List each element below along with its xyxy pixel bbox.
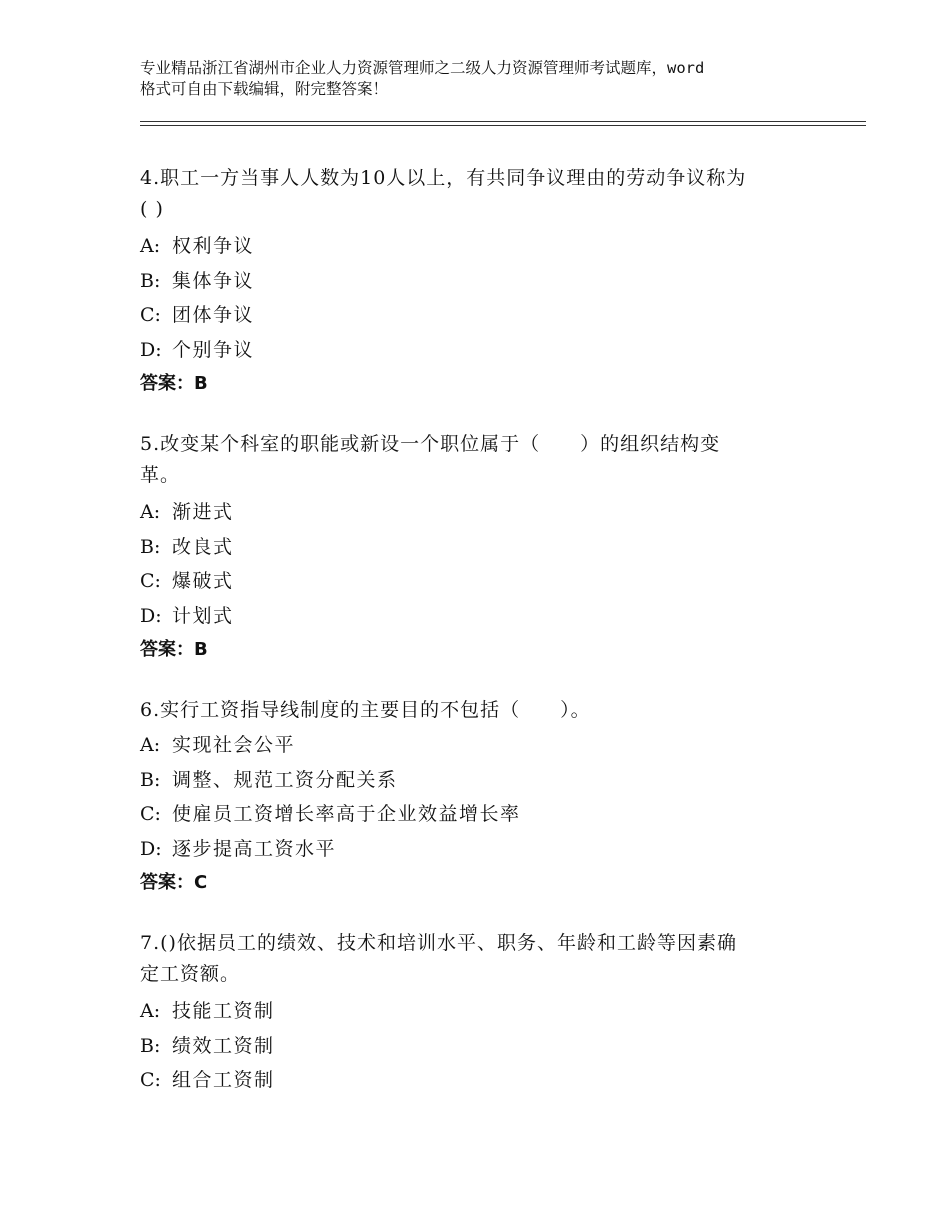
option-letter: A: [140,1000,161,1022]
option-text: 计划式 [172,604,234,627]
question-5 [140,429,820,667]
answer-line: 答案：C [140,872,208,893]
question-stem: 7.()依据员工的绩效、技术和培训水平、职务、年龄和工龄等因素确 [140,932,737,954]
option-a [140,229,820,264]
option-d [140,599,820,634]
question-stem: 6.实行工资指导线制度的主要目的不包括（ ）。 [140,699,591,721]
option-text: 绩效工资制 [172,1034,275,1057]
option-text: 权利争议 [172,235,255,257]
option-letter: D: [140,338,162,361]
option-text: 逐步提高工资水平 [172,837,337,860]
option-text: 渐进式 [172,501,234,523]
question-4 [140,163,820,401]
option-letter: C: [140,803,161,825]
option-c [140,564,820,599]
option-letter: A: [140,734,161,756]
option-letter: C: [140,570,161,592]
option-b [140,530,820,565]
option-letter: D: [140,837,162,860]
option-letter: A: [140,235,161,257]
option-b [140,264,820,299]
option-c [140,797,820,832]
option-d [140,832,820,867]
option-letter: B: [140,535,161,558]
question-stem: 4.职工一方当事人人数为10人以上，有共同争议理由的劳动争议称为 [140,167,747,189]
option-a [140,728,820,763]
question-stem: 5.改变某个科室的职能或新设一个职位属于（ ）的组织结构变 [140,433,721,455]
option-text: 组合工资制 [172,1069,275,1091]
option-b [140,1029,820,1064]
option-text: 爆破式 [172,570,234,592]
option-text: 调整、规范工资分配关系 [172,768,398,791]
option-letter: B: [140,768,161,791]
header-double-rule [140,121,866,126]
option-letter: C: [140,304,161,326]
option-text: 改良式 [172,535,234,558]
option-letter: A: [140,501,161,523]
question-7 [140,928,820,1098]
document-header [140,58,840,100]
header-line-2: 格式可自由下载编辑，附完整答案！ [140,80,389,98]
answer-line: 答案：B [140,373,208,394]
option-text: 使雇员工资增长率高于企业效益增长率 [172,803,521,825]
option-d [140,333,820,368]
option-c [140,298,820,333]
option-text: 个别争议 [172,338,255,361]
option-b [140,763,820,798]
question-stem-continued: 定工资额。 [140,963,241,985]
option-a [140,495,820,530]
option-letter: D: [140,604,162,627]
option-letter: B: [140,269,161,292]
question-list [140,163,820,1126]
header-line-1: 专业精品浙江省湖州市企业人力资源管理师之二级人力资源管理师考试题库，word [140,59,705,77]
option-text: 技能工资制 [172,1000,275,1022]
answer-line: 答案：B [140,639,208,660]
option-letter: B: [140,1034,161,1057]
option-text: 实现社会公平 [172,734,296,756]
option-a [140,994,820,1029]
option-c [140,1063,820,1098]
option-letter: C: [140,1069,161,1091]
option-text: 团体争议 [172,304,255,326]
question-6 [140,695,820,900]
option-text: 集体争议 [172,269,255,292]
question-stem-continued: 革。 [140,464,181,486]
question-stem-continued: ( ) [140,198,164,220]
